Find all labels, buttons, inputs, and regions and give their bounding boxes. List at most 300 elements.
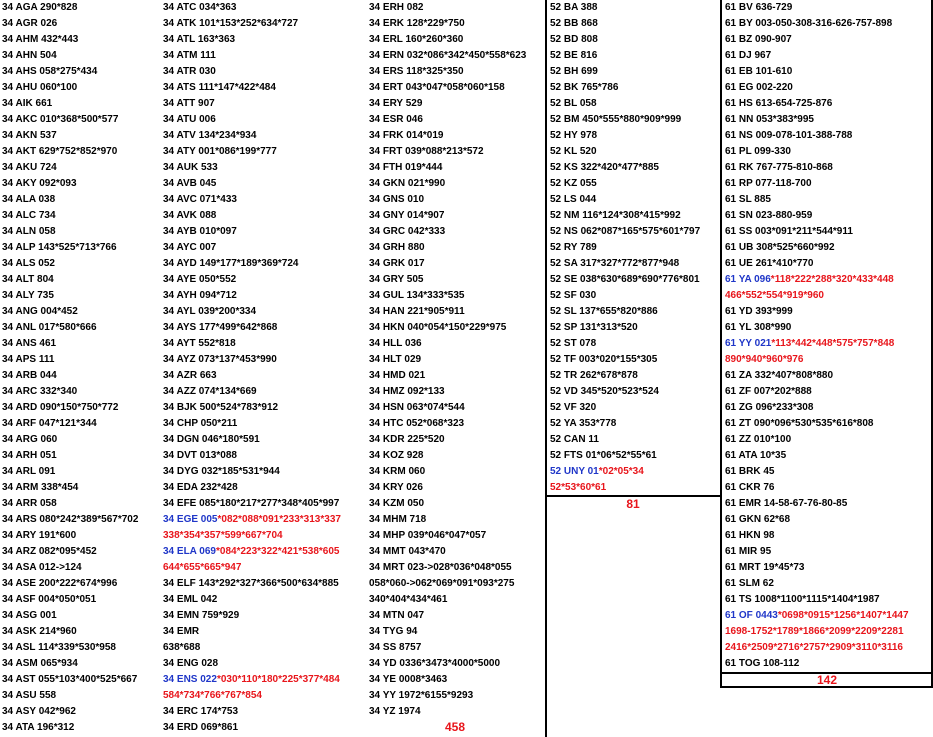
plate-text: 34 AVC 071*433 xyxy=(163,194,237,205)
plate-entry xyxy=(2,288,54,304)
plate-text: 52 LS 044 xyxy=(550,194,597,205)
plate-entry xyxy=(163,48,216,64)
plate-prefix: 34 ELA 069 xyxy=(163,546,216,557)
plate-entry xyxy=(725,208,812,224)
plate-text: 52 KZ 055 xyxy=(550,178,597,189)
plate-text: 34 GRC 042*333 xyxy=(369,226,446,237)
plate-text: 34 ASF 004*050*051 xyxy=(2,594,97,605)
plate-text: 61 NS 009-078-101-388-788 xyxy=(725,130,853,141)
plate-text: 34 AVK 088 xyxy=(163,210,217,221)
plate-entry xyxy=(369,240,425,256)
plate-entry xyxy=(725,0,792,16)
plate-entry xyxy=(369,272,423,288)
plate-entry xyxy=(2,208,56,224)
plate-text: 34 ERY 529 xyxy=(369,98,423,109)
plate-entry xyxy=(163,640,200,656)
plate-entry xyxy=(369,640,421,656)
plate-text: 34 ERH 082 xyxy=(369,2,424,13)
plate-text: 34 ERC 174*753 xyxy=(163,706,239,717)
plate-entry xyxy=(369,112,423,128)
plate-entry xyxy=(725,304,793,320)
plate-text: 52 SF 030 xyxy=(550,290,597,301)
plate-text: 34 AST 055*103*400*525*667 xyxy=(2,674,138,685)
plate-text: 52 NM 116*124*308*415*992 xyxy=(550,210,681,221)
plate-entry xyxy=(163,192,237,208)
plate-text: 34 MMT 043*470 xyxy=(369,546,446,557)
plate-text: 61 EB 101-610 xyxy=(725,66,793,77)
plate-text: 34 ARB 044 xyxy=(2,370,57,381)
plate-entry xyxy=(550,288,596,304)
plate-entry xyxy=(550,112,681,128)
plate-entry xyxy=(369,304,465,320)
plate-entry xyxy=(725,112,814,128)
plate-text: 34 GRH 880 xyxy=(369,242,425,253)
plate-text: 34 ELF 143*292*327*366*500*634*885 xyxy=(163,578,339,589)
plate-text: 34 MTN 047 xyxy=(369,610,425,621)
plate-entry xyxy=(2,384,77,400)
plate-entry xyxy=(2,720,74,736)
plate-entry xyxy=(369,208,444,224)
plate-text: 34 FRK 014*019 xyxy=(369,130,444,141)
plate-entry xyxy=(2,112,118,128)
plate-text: 61 YL 308*990 xyxy=(725,322,792,333)
plate-text: 34 AKT 629*752*852*970 xyxy=(2,146,118,157)
plate-entry xyxy=(2,64,97,80)
plate-entry xyxy=(725,336,894,352)
plate-entry xyxy=(725,576,774,592)
plate-text: 34 HMZ 092*133 xyxy=(369,386,445,397)
plate-entry xyxy=(2,272,54,288)
plate-entry xyxy=(163,544,339,560)
highlighted-numbers: 2416*2509*2716*2757*2909*3110*3116 xyxy=(725,642,903,653)
plate-text: 34 YZ 1974 xyxy=(369,706,421,717)
plate-text: 52 YA 353*778 xyxy=(550,418,617,429)
plate-text: 34 APS 111 xyxy=(2,354,55,365)
plate-entry xyxy=(2,480,78,496)
plate-text: 34 ALP 143*525*713*766 xyxy=(2,242,117,253)
highlighted-numbers: 584*734*766*767*854 xyxy=(163,690,262,701)
plate-entry xyxy=(725,560,805,576)
plate-text: 52 BM 450*555*880*909*999 xyxy=(550,114,682,125)
plate-text: 34 ERK 128*229*750 xyxy=(369,18,465,29)
plate-entry xyxy=(2,560,82,576)
plate-entry xyxy=(2,544,97,560)
plate-text: 34 EMN 759*929 xyxy=(163,610,240,621)
plate-entry xyxy=(725,224,853,240)
plate-entry xyxy=(163,240,216,256)
plate-entry xyxy=(725,624,904,640)
plate-text: 34 ATM 111 xyxy=(163,50,216,61)
plate-text: 52 KL 520 xyxy=(550,146,597,157)
plate-entry xyxy=(550,480,606,496)
plate-prefix: 61 OF 0443 xyxy=(725,610,778,621)
plate-text: 52 SA 317*327*772*877*948 xyxy=(550,258,680,269)
plate-text: 34 AKC 010*368*500*577 xyxy=(2,114,119,125)
plate-entry xyxy=(369,624,417,640)
plate-entry xyxy=(2,224,56,240)
plate-entry xyxy=(163,256,299,272)
plate-entry xyxy=(163,320,277,336)
plate-text: 52 BE 816 xyxy=(550,50,598,61)
highlighted-numbers: 466*552*554*919*960 xyxy=(725,290,824,301)
plate-entry xyxy=(725,272,894,288)
plate-text: 34 ERS 118*325*350 xyxy=(369,66,464,77)
plate-entry xyxy=(163,704,238,720)
plate-entry xyxy=(163,16,298,32)
plate-entry xyxy=(163,512,341,528)
plate-text: 34 HMD 021 xyxy=(369,370,426,381)
plate-entry xyxy=(369,576,514,592)
plate-entry xyxy=(163,112,216,128)
plate-entry xyxy=(2,464,55,480)
plate-text: 34 AGR 026 xyxy=(2,18,58,29)
plate-entry xyxy=(2,496,57,512)
plate-text: 34 ALT 804 xyxy=(2,274,54,285)
plate-prefix: 52 UNY 01 xyxy=(550,466,599,477)
plate-entry xyxy=(369,64,464,80)
plate-entry xyxy=(725,448,786,464)
plate-entry xyxy=(369,80,505,96)
plate-entry xyxy=(163,576,339,592)
plate-text: 34 HLL 036 xyxy=(369,338,422,349)
plate-text: 34 AUK 533 xyxy=(163,162,218,173)
plate-text: 34 ARY 191*600 xyxy=(2,530,77,541)
plate-text: 34 GNY 014*907 xyxy=(369,210,445,221)
plate-entry xyxy=(725,640,903,656)
plate-entry xyxy=(2,256,55,272)
plate-entry xyxy=(163,144,277,160)
plate-entry xyxy=(163,608,239,624)
plate-entry xyxy=(550,208,681,224)
highlighted-numbers: *0698*0915*1256*1407*1447 xyxy=(777,610,909,621)
plate-text: 34 ATR 030 xyxy=(163,66,216,77)
plate-text: 34 AYZ 073*137*453*990 xyxy=(163,354,277,365)
plate-text: 52 BH 699 xyxy=(550,66,598,77)
plate-entry xyxy=(725,144,791,160)
plate-text: 34 YE 0008*3463 xyxy=(369,674,448,685)
plate-entry xyxy=(369,368,425,384)
highlighted-numbers: *113*442*448*575*757*848 xyxy=(771,338,895,349)
plate-text: 34 AYT 552*818 xyxy=(163,338,236,349)
plate-entry xyxy=(725,128,852,144)
plate-text: 34 KDR 225*520 xyxy=(369,434,445,445)
plate-text: 34 ERD 069*861 xyxy=(163,722,239,733)
plate-entry xyxy=(550,320,638,336)
plate-entry xyxy=(369,416,464,432)
plate-prefix: 34 ENS 022 xyxy=(163,674,217,685)
plate-entry xyxy=(2,576,117,592)
plate-text: 34 YD 0336*3473*4000*5000 xyxy=(369,658,501,669)
plate-text: 34 FTH 019*444 xyxy=(369,162,443,173)
plate-text: 61 DJ 967 xyxy=(725,50,772,61)
plate-text: 52 VD 345*520*523*524 xyxy=(550,386,659,397)
plate-text: 61 ZA 332*407*808*880 xyxy=(725,370,834,381)
plate-entry xyxy=(163,0,236,16)
plate-text: 34 YY 1972*6155*9293 xyxy=(369,690,474,701)
plate-text: 61 HKN 98 xyxy=(725,530,775,541)
plate-entry xyxy=(163,624,199,640)
plate-text: 34 FRT 039*088*213*572 xyxy=(369,146,484,157)
plate-text: 52 CAN 11 xyxy=(550,434,599,445)
plate-text: 34 ALA 038 xyxy=(2,194,56,205)
plate-text: 61 RK 767-775-810-868 xyxy=(725,162,833,173)
plate-entry xyxy=(550,32,598,48)
plate-text: 34 GUL 134*333*535 xyxy=(369,290,465,301)
plate-entry xyxy=(2,704,76,720)
plate-text: 52 SL 137*655*820*886 xyxy=(550,306,658,317)
plate-text: 34 ATT 907 xyxy=(163,98,215,109)
plate-text: 61 SL 885 xyxy=(725,194,771,205)
plate-text: 34 GNS 010 xyxy=(369,194,425,205)
plate-entry xyxy=(725,656,799,672)
plate-text: 34 ASA 012->124 xyxy=(2,562,82,573)
plate-text: 61 CKR 76 xyxy=(725,482,775,493)
plate-text: 52 BD 808 xyxy=(550,34,598,45)
plate-text: 52 VF 320 xyxy=(550,402,597,413)
plate-text: 34 ASE 200*222*674*996 xyxy=(2,578,118,589)
plate-text: 52 TR 262*678*878 xyxy=(550,370,638,381)
highlighted-numbers: *084*223*322*421*538*605 xyxy=(216,546,340,557)
plate-entry xyxy=(369,464,425,480)
plate-text: 34 AIK 661 xyxy=(2,98,53,109)
plate-entry xyxy=(163,352,277,368)
plate-entry xyxy=(163,304,256,320)
highlighted-numbers: 1698-1752*1789*1866*2099*2209*2281 xyxy=(725,626,904,637)
plate-text: 34 EML 042 xyxy=(163,594,218,605)
plate-entry xyxy=(369,672,447,688)
plate-entry xyxy=(369,192,424,208)
plate-entry xyxy=(2,80,77,96)
plate-text: 34 ALC 734 xyxy=(2,210,56,221)
plate-text: 52 BK 765*786 xyxy=(550,82,619,93)
plate-entry xyxy=(369,288,464,304)
plate-entry xyxy=(725,416,873,432)
plate-text: 52 SP 131*313*520 xyxy=(550,322,638,333)
plate-entry xyxy=(369,656,500,672)
total-count-samsun: 81 xyxy=(626,497,640,511)
plate-text: 34 AZR 663 xyxy=(163,370,217,381)
plate-text: 34 ATL 163*363 xyxy=(163,34,236,45)
plate-entry xyxy=(725,528,774,544)
plate-entry xyxy=(725,496,847,512)
plate-entry xyxy=(2,512,138,528)
plate-entry xyxy=(2,320,97,336)
plate-text: 34 GRK 017 xyxy=(369,258,425,269)
plate-entry xyxy=(550,336,596,352)
plate-text: 34 AYL 039*200*334 xyxy=(163,306,257,317)
plate-text: 34 ASK 214*960 xyxy=(2,626,77,637)
plate-text: 52 BL 058 xyxy=(550,98,597,109)
plate-text: 34 ATY 001*086*199*777 xyxy=(163,146,277,157)
plate-entry xyxy=(2,304,78,320)
plate-entry xyxy=(163,528,283,544)
plate-entry xyxy=(725,512,790,528)
plate-entry xyxy=(2,432,57,448)
plate-entry xyxy=(369,432,445,448)
plate-text: 34 ERT 043*047*058*060*158 xyxy=(369,82,505,93)
plate-text: 34 HKN 040*054*150*229*975 xyxy=(369,322,507,333)
plate-text: 34 MRT 023->028*036*048*055 xyxy=(369,562,512,573)
plate-prefix: 61 YA 096 xyxy=(725,274,771,285)
plate-text: 34 DYG 032*185*531*944 xyxy=(163,466,280,477)
plate-entry xyxy=(2,416,97,432)
plate-entry xyxy=(2,32,78,48)
plate-entry xyxy=(550,144,597,160)
highlighted-numbers: *118*222*288*320*433*448 xyxy=(770,274,894,285)
plate-entry xyxy=(550,400,596,416)
plate-entry xyxy=(369,96,422,112)
plate-text: 61 YD 393*999 xyxy=(725,306,793,317)
plate-text: 34 ENG 028 xyxy=(163,658,219,669)
plate-entry xyxy=(725,80,793,96)
plate-text: 61 GKN 62*68 xyxy=(725,514,791,525)
plate-text: 34 DVT 013*088 xyxy=(163,450,237,461)
plate-entry xyxy=(163,288,237,304)
plate-text: 34 ARZ 082*095*452 xyxy=(2,546,97,557)
plate-entry xyxy=(550,160,659,176)
plate-text: 61 SN 023-880-959 xyxy=(725,210,813,221)
plate-text: 34 KZM 050 xyxy=(369,498,425,509)
plate-entry xyxy=(550,240,597,256)
highlighted-numbers: 644*655*665*947 xyxy=(163,562,242,573)
plate-entry xyxy=(550,96,597,112)
plate-text: 34 ARM 338*454 xyxy=(2,482,79,493)
plate-entry xyxy=(2,128,57,144)
plate-entry xyxy=(725,256,813,272)
plate-text: 34 AHS 058*275*434 xyxy=(2,66,98,77)
plate-entry xyxy=(163,688,262,704)
plate-entry xyxy=(369,448,423,464)
plate-text: 34 ALN 058 xyxy=(2,226,56,237)
plate-text: 34 AVB 045 xyxy=(163,178,217,189)
plate-entry xyxy=(2,672,137,688)
plate-text: 61 BRK 45 xyxy=(725,466,775,477)
plate-text: 34 AHN 504 xyxy=(2,50,57,61)
column-divider xyxy=(545,0,547,737)
plate-entry xyxy=(725,384,812,400)
plate-text: 34 HTC 052*068*323 xyxy=(369,418,465,429)
plate-text: 34 GKN 021*990 xyxy=(369,178,446,189)
plate-entry xyxy=(550,432,599,448)
plate-text: 61 PL 099-330 xyxy=(725,146,791,157)
plate-entry xyxy=(369,384,445,400)
plate-entry xyxy=(550,448,657,464)
plate-entry xyxy=(550,464,644,480)
plate-entry xyxy=(163,384,257,400)
plate-text: 34 ANS 461 xyxy=(2,338,57,349)
plate-text: 52 ST 078 xyxy=(550,338,597,349)
plate-entry xyxy=(163,96,215,112)
plate-entry xyxy=(369,512,426,528)
plate-entry xyxy=(369,528,486,544)
plate-text: 34 ARH 051 xyxy=(2,450,57,461)
plate-text: 61 SLM 62 xyxy=(725,578,774,589)
plate-entry xyxy=(369,352,421,368)
plate-text: 34 EFE 085*180*217*277*348*405*997 xyxy=(163,498,340,509)
plate-text: 34 AKY 092*093 xyxy=(2,178,77,189)
plate-entry xyxy=(369,256,425,272)
plate-text: 61 RP 077-118-700 xyxy=(725,178,812,189)
plate-text: 61 EMR 14-58-67-76-80-85 xyxy=(725,498,848,509)
plate-text: 34 ESR 046 xyxy=(369,114,423,125)
plate-entry xyxy=(725,48,771,64)
plate-text: 52 KS 322*420*477*885 xyxy=(550,162,659,173)
plate-text: 34 ANL 017*580*666 xyxy=(2,322,97,333)
plate-entry xyxy=(2,656,78,672)
plate-entry xyxy=(2,192,55,208)
plate-text: 61 TOG 108-112 xyxy=(725,658,800,669)
plate-text: 52 TF 003*020*155*305 xyxy=(550,354,658,365)
plate-entry xyxy=(369,608,424,624)
highlighted-numbers: 890*940*960*976 xyxy=(725,354,804,365)
plate-text: 61 EG 002-220 xyxy=(725,82,793,93)
plate-entry xyxy=(2,240,117,256)
plate-entry xyxy=(369,176,445,192)
plate-text: 34 ASG 001 xyxy=(2,610,57,621)
plate-entry xyxy=(550,64,598,80)
plate-entry xyxy=(550,224,700,240)
plate-entry xyxy=(163,672,340,688)
plate-text: 61 ZZ 010*100 xyxy=(725,434,792,445)
plate-text: 34 ATV 134*234*934 xyxy=(163,130,257,141)
plate-entry xyxy=(369,16,465,32)
plate-entry xyxy=(163,448,237,464)
plate-entry xyxy=(369,480,423,496)
plate-text: 61 SS 003*091*211*544*911 xyxy=(725,226,853,237)
plate-entry xyxy=(2,144,117,160)
plate-entry xyxy=(369,592,447,608)
total-count-istanbul: 458 xyxy=(444,720,466,734)
plate-entry xyxy=(725,288,824,304)
plate-text: 34 MHP 039*046*047*057 xyxy=(369,530,487,541)
plate-text: 34 CHP 050*211 xyxy=(163,418,238,429)
plate-entry xyxy=(163,336,236,352)
plate-entry xyxy=(725,64,792,80)
plate-entry xyxy=(725,608,909,624)
plate-text: 34 ARC 332*340 xyxy=(2,386,78,397)
plate-entry xyxy=(163,368,217,384)
plate-text: 34 AKU 724 xyxy=(2,162,57,173)
plate-text: 34 KRY 026 xyxy=(369,482,423,493)
plate-text: 61 BV 636-729 xyxy=(725,2,793,13)
plate-entry xyxy=(725,16,892,32)
plate-prefix: 61 YY 021 xyxy=(725,338,772,349)
plate-entry xyxy=(2,624,77,640)
plate-entry xyxy=(2,368,57,384)
plate-text: 34 KOZ 928 xyxy=(369,450,424,461)
plate-text: 61 TS 1008*1100*1115*1404*1987 xyxy=(725,594,880,605)
plate-entry xyxy=(163,176,216,192)
plate-text: 61 MRT 19*45*73 xyxy=(725,562,805,573)
plate-entry xyxy=(725,544,771,560)
highlighted-numbers: 338*354*357*599*667*704 xyxy=(163,530,283,541)
plate-text: 61 ZG 096*233*308 xyxy=(725,402,814,413)
plate-text: 34 HAN 221*905*911 xyxy=(369,306,465,317)
plate-entry xyxy=(163,80,276,96)
plate-text: 34 ANG 004*452 xyxy=(2,306,78,317)
plate-text: 34 DGN 046*180*591 xyxy=(163,434,260,445)
plate-text: 638*688 xyxy=(163,642,201,653)
plate-entry xyxy=(2,528,76,544)
plate-entry xyxy=(550,0,597,16)
plate-text: 34 MHM 718 xyxy=(369,514,427,525)
plate-text: 52 BB 868 xyxy=(550,18,598,29)
plate-entry xyxy=(163,32,235,48)
plate-text: 34 ARD 090*150*750*772 xyxy=(2,402,119,413)
plate-entry xyxy=(2,16,57,32)
plate-text: 34 ERN 032*086*342*450*558*623 xyxy=(369,50,527,61)
plate-entry xyxy=(163,208,216,224)
